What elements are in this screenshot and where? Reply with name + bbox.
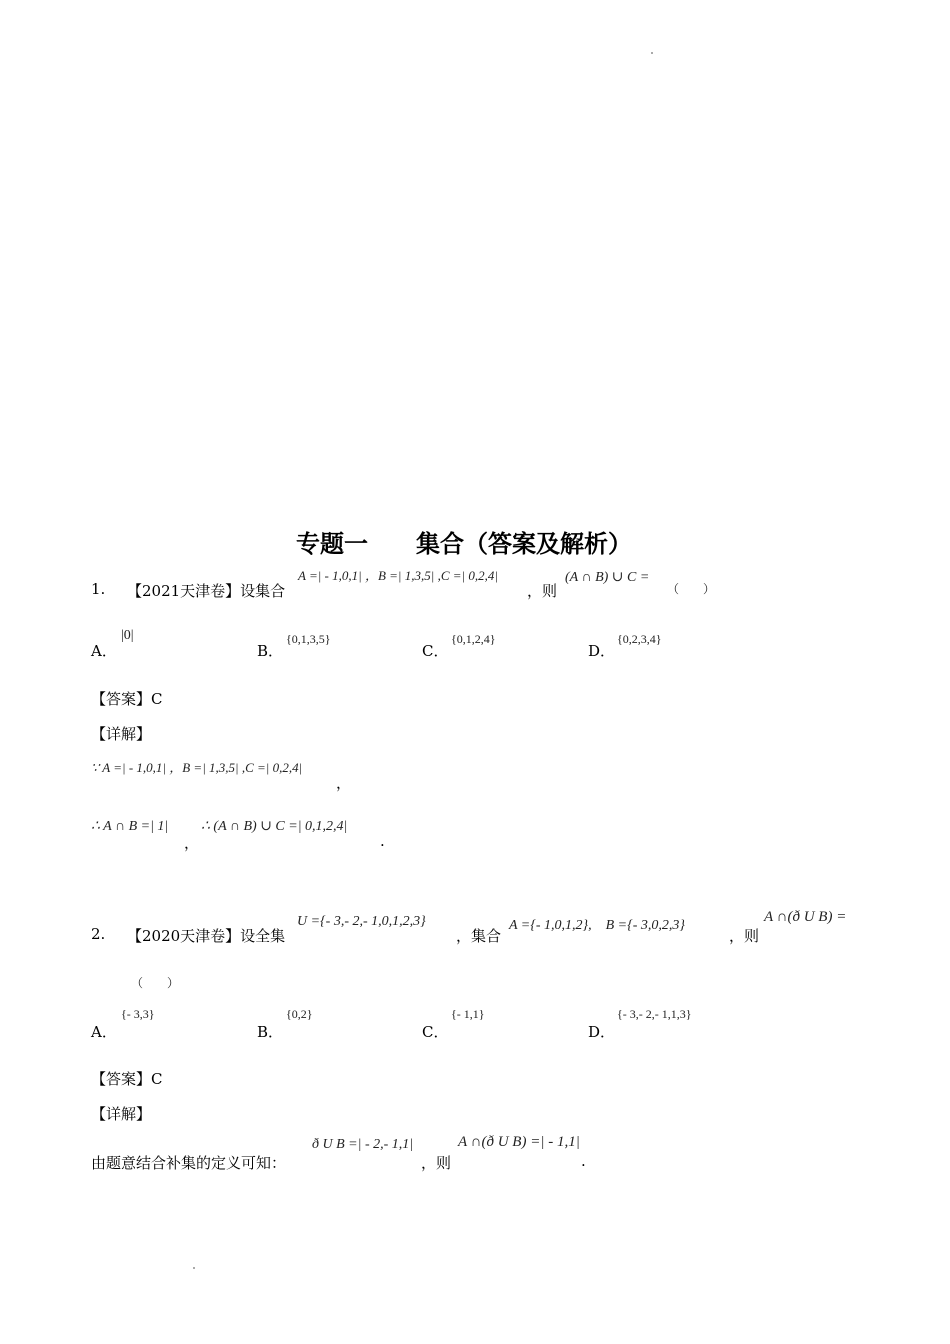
q1-number: 1. <box>91 580 106 598</box>
q2-paren: （ ） <box>131 976 180 990</box>
q1-step2-sep: ， <box>184 834 200 852</box>
q1-option-b-value: {0,1,3,5} <box>286 632 331 646</box>
q1-option-c-label: C． <box>422 642 449 660</box>
q2-option-d-value: {- 3,- 2,- 1,1,3} <box>617 1007 692 1021</box>
q2-detail-label: 【详解】 <box>91 1105 152 1123</box>
q1-then: ，则 <box>527 582 558 600</box>
q2-option-b-label: B． <box>257 1023 284 1041</box>
q2-then: ，则 <box>729 927 760 945</box>
page-title: 专题一 集合（答案及解析） <box>296 530 632 558</box>
q2-step-math1: ð U B =| - 2,- 1,1| <box>312 1137 414 1152</box>
scan-dot-bottom <box>193 1267 195 1269</box>
q1-option-a-value: |0| <box>121 628 134 643</box>
q2-option-c-value: {- 1,1} <box>451 1007 485 1021</box>
q1-step2a: ∴ A ∩ B =| 1| <box>91 819 169 834</box>
q2-source: 【2020天津卷】设全集 <box>127 927 286 945</box>
q2-step-text: 由题意结合补集的定义可知： <box>91 1154 287 1172</box>
q1-source: 【2021天津卷】设集合 <box>127 582 286 600</box>
q2-step-then: ，则 <box>421 1154 452 1172</box>
q2-option-c-label: C． <box>422 1023 449 1041</box>
q2-expression: A ∩(ð U B) = <box>764 909 847 925</box>
q2-sets: A ={- 1,0,1,2}, B ={- 3,0,2,3} <box>509 918 685 933</box>
q1-step1-end: ， <box>336 774 352 792</box>
q1-step1: ∵ A =| - 1,0,1| ，B =| 1,3,5| ,C =| 0,2,4| <box>91 760 303 775</box>
q1-option-b-label: B． <box>257 642 284 660</box>
q1-option-d-value: {0,2,3,4} <box>617 632 662 646</box>
q1-answer: 【答案】C <box>91 690 163 708</box>
q1-step2-end: . <box>380 832 385 850</box>
q2-step-end: . <box>581 1152 586 1170</box>
q2-option-d-label: D． <box>588 1023 616 1041</box>
q2-option-a-value: {- 3,3} <box>121 1007 155 1021</box>
scan-dot-top <box>651 52 653 54</box>
q1-option-d-label: D． <box>588 642 616 660</box>
q2-answer: 【答案】C <box>91 1070 163 1088</box>
q2-step-math2: A ∩(ð U B) =| - 1,1| <box>458 1134 580 1150</box>
q2-option-b-value: {0,2} <box>286 1007 313 1021</box>
q2-universe: U ={- 3,- 2,- 1,0,1,2,3} <box>297 914 426 929</box>
q1-step2b: ∴ (A ∩ B) ∪ C =| 0,1,2,4| <box>201 819 348 834</box>
q1-option-c-value: {0,1,2,4} <box>451 632 496 646</box>
q1-sets: A =| - 1,0,1| ，B =| 1,3,5| ,C =| 0,2,4| <box>298 568 498 583</box>
q2-option-a-label: A． <box>91 1023 117 1041</box>
q1-expression: (A ∩ B) ∪ C = <box>565 570 650 585</box>
q1-paren: （ ） <box>667 582 716 596</box>
q2-sets-label: ，集合 <box>456 927 502 945</box>
q2-number: 2. <box>91 925 106 943</box>
q1-option-a-label: A． <box>91 642 117 660</box>
q1-detail-label: 【详解】 <box>91 725 152 743</box>
